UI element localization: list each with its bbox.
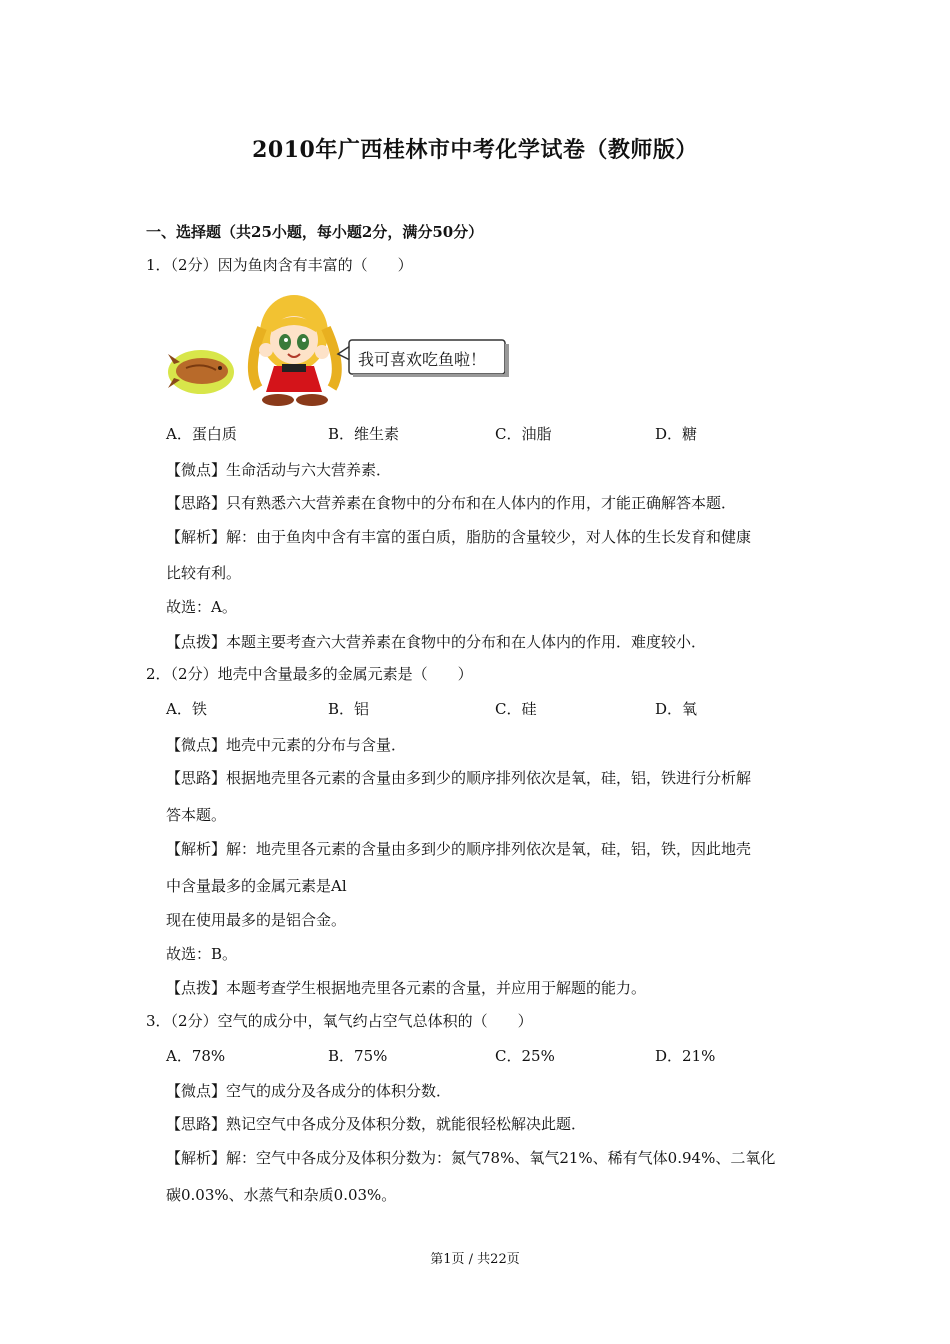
q2-option-a: A．铁 xyxy=(166,700,207,718)
q2-option-b: B．铝 xyxy=(328,700,370,718)
q2-jiexi-line-2: 中含量最多的金属元素是Al xyxy=(166,877,347,895)
q2-dianbo: 【点拨】本题考查学生根据地壳里各元素的含量，并应用于解题的能力。 xyxy=(166,979,647,997)
q1-option-b: B．维生素 xyxy=(328,425,400,443)
question-1-stem: 1．（2分）因为鱼肉含有丰富的（ ） xyxy=(146,256,413,274)
q1-jiexi-line-1: 【解析】解：由于鱼肉中含有丰富的蛋白质，脂肪的含量较少，对人体的生长发育和健康 xyxy=(166,528,752,546)
q1-option-d: D．糖 xyxy=(655,425,698,443)
q1-answer: 故选：A。 xyxy=(166,598,237,616)
q3-jiexi-line-2: 碳0.03%、水蒸气和杂质0.03%。 xyxy=(166,1186,397,1204)
section-heading: 一、选择题（共25小题，每小题2分，满分50分） xyxy=(146,223,484,241)
q3-option-b: B．75% xyxy=(328,1047,388,1065)
q2-jiexi-line-1: 【解析】解：地壳里各元素的含量由多到少的顺序排列依次是氧，硅，铝，铁，因此地壳 xyxy=(166,840,752,858)
q3-silu: 【思路】熟记空气中各成分及体积分数，就能很轻松解决此题． xyxy=(166,1115,587,1133)
q1-weidian: 【微点】生命活动与六大营养素． xyxy=(166,461,392,479)
q3-weidian: 【微点】空气的成分及各成分的体积分数． xyxy=(166,1082,452,1100)
q1-silu: 【思路】只有熟悉六大营养素在食物中的分布和在人体内的作用，才能正确解答本题． xyxy=(166,494,737,512)
q1-dianbo: 【点拨】本题主要考查六大营养素在食物中的分布和在人体内的作用．难度较小． xyxy=(166,633,707,651)
q3-option-d: D．21% xyxy=(655,1047,716,1065)
q2-option-c: C．硅 xyxy=(495,700,537,718)
q2-silu-line-2: 答本题。 xyxy=(166,806,227,824)
q3-jiexi-line-1: 【解析】解：空气中各成分及体积分数为：氮气78%、氧气21%、稀有气体0.94%、二氧化 xyxy=(166,1149,776,1167)
q2-jiexi-line-3: 现在使用最多的是铝合金。 xyxy=(166,911,347,929)
q2-weidian: 【微点】地壳中元素的分布与含量． xyxy=(166,736,407,754)
q3-option-c: C．25% xyxy=(495,1047,555,1065)
q2-answer: 故选：B。 xyxy=(166,945,238,963)
q1-option-a: A．蛋白质 xyxy=(166,425,237,443)
q2-option-d: D．氧 xyxy=(655,700,698,718)
question-3-stem: 3．（2分）空气的成分中，氧气约占空气总体积的（ ） xyxy=(146,1012,533,1030)
document-title: 2010年广西桂林市中考化学试卷（教师版） xyxy=(252,137,698,163)
cartoon-girl-icon xyxy=(253,295,337,406)
speech-bubble-text: 我可喜欢吃鱼啦！ xyxy=(358,350,487,369)
page-footer: 第1页 / 共22页 xyxy=(430,1252,520,1267)
q1-jiexi-line-2: 比较有利。 xyxy=(166,564,242,582)
q2-silu-line-1: 【思路】根据地壳里各元素的含量由多到少的顺序排列依次是氧，硅，铝，铁进行分析解 xyxy=(166,769,752,787)
q3-option-a: A．78% xyxy=(166,1047,226,1065)
question-2-stem: 2．（2分）地壳中含量最多的金属元素是（ ） xyxy=(146,665,473,683)
q1-option-c: C．油脂 xyxy=(495,425,552,443)
fish-icon xyxy=(168,350,234,394)
question-1-illustration xyxy=(166,288,511,408)
